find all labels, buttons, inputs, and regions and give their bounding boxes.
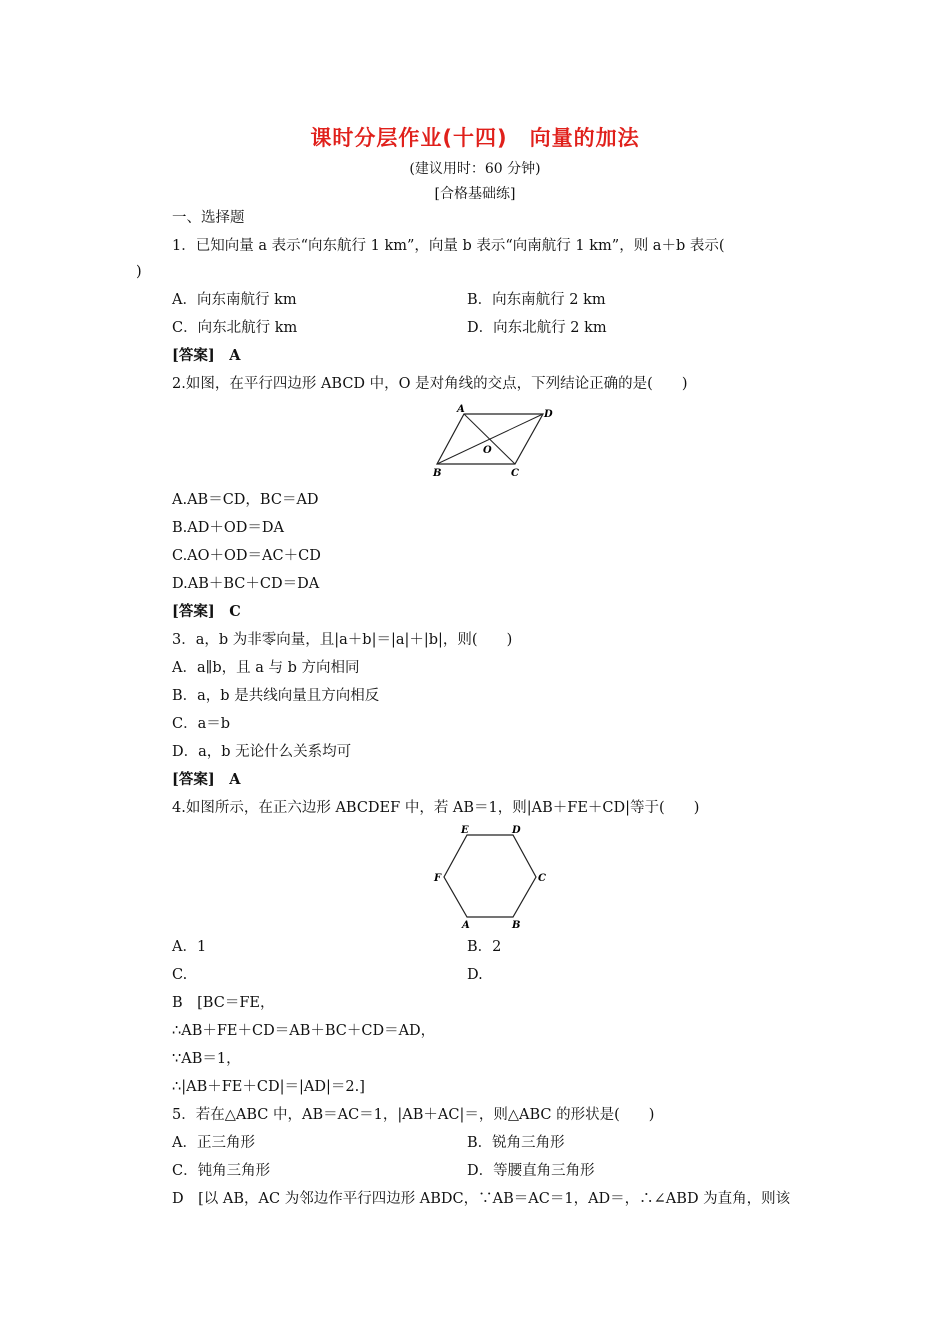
page-title: 课时分层作业(十四) 向量的加法 — [310, 126, 640, 150]
diagonal-bd — [437, 414, 543, 464]
vertex-label-c: C — [511, 468, 519, 479]
q1-answer: [答案] A — [172, 347, 241, 364]
q1-option-c: C．向东北航行 km — [172, 320, 298, 336]
hexagon-outline — [444, 835, 536, 917]
q3-stem: 3．a，b 为非零向量，且|a＋b|＝|a|＋|b|，则( ) — [172, 632, 513, 648]
q4-solution-line-4: ∴|AB＋FE＋CD|＝|AD|＝2.] — [172, 1079, 365, 1095]
section-heading: 一、选择题 — [172, 210, 245, 226]
vertex-label-d: D — [512, 825, 521, 836]
q5-option-d: D．等腰直角三角形 — [467, 1163, 595, 1179]
q3-answer: [答案] A — [172, 771, 241, 788]
q3-option-b: B．a，b 是共线向量且方向相反 — [172, 688, 380, 704]
vertex-label-d: D — [544, 409, 553, 420]
q5-option-c: C．钝角三角形 — [172, 1163, 271, 1179]
q4-option-a: A．1 — [172, 939, 207, 955]
vertex-label-b: B — [512, 920, 521, 931]
vertex-label-c: C — [538, 873, 546, 884]
q4-solution-line-3: ∵AB＝1， — [172, 1051, 241, 1067]
vertex-label-a: A — [457, 404, 465, 415]
q4-option-d: D. — [467, 967, 483, 983]
q2-option-d: D.AB＋BC＋CD＝DA — [172, 576, 320, 592]
q3-option-c: C．a＝b — [172, 716, 231, 732]
q1-stem: 1．已知向量 a 表示“向东航行 1 km”，向量 b 表示“向南航行 1 km”，则 a＋b 表示( — [172, 238, 725, 254]
vertex-label-f: F — [434, 873, 442, 884]
q2-option-b: B.AD＋OD＝DA — [172, 520, 284, 536]
q5-option-a: A．正三角形 — [172, 1135, 255, 1151]
q5-option-b: B．锐角三角形 — [467, 1135, 565, 1151]
q4-option-c: C. — [172, 967, 188, 983]
q4-stem: 4.如图所示，在正六边形 ABCDEF 中，若 AB＝1，则|AB＋FE＋CD|等于( ) — [172, 800, 700, 816]
q1-option-d: D．向东北航行 2 km — [467, 320, 607, 336]
q3-option-d: D．a，b 无论什么关系均可 — [172, 744, 352, 760]
q4-solution-line-2: ∴AB＋FE＋CD＝AB＋BC＋CD＝AD， — [172, 1023, 436, 1039]
q3-option-a: A．a∥b，且 a 与 b 方向相同 — [172, 660, 360, 676]
q5-stem: 5．若在△ABC 中，AB＝AC＝1，|AB＋AC|＝，则△ABC 的形状是( ) — [172, 1107, 655, 1123]
q2-stem: 2.如图，在平行四边形 ABCD 中，O 是对角线的交点，下列结论正确的是( ) — [172, 376, 688, 392]
q4-solution-line-1: B [BC＝FE， — [172, 995, 275, 1011]
parallelogram-figure — [425, 400, 560, 482]
q5-solution-line-1: D [以 AB，AC 为邻边作平行四边形 ABDC，∵AB＝AC＝1，AD＝，∴∠ABD 为直角，则该 — [172, 1191, 791, 1207]
vertex-label-a: A — [462, 920, 470, 931]
level-label: [合格基础练] — [434, 186, 516, 202]
time-note: (建议用时：60 分钟) — [409, 161, 541, 177]
q1-option-b: B．向东南航行 2 km — [467, 292, 606, 308]
q1-stem-end: ) — [136, 264, 142, 280]
vertex-label-o: O — [483, 445, 492, 456]
vertex-label-b: B — [433, 468, 442, 479]
hexagon-figure — [430, 822, 555, 932]
q4-option-b: B．2 — [467, 939, 502, 955]
q2-option-c: C.AO＋OD＝AC＋CD — [172, 548, 321, 564]
q2-answer: [答案] C — [172, 603, 241, 620]
q1-option-a: A．向东南航行 km — [172, 292, 297, 308]
vertex-label-e: E — [461, 825, 469, 836]
q2-option-a: A.AB＝CD，BC＝AD — [172, 492, 319, 508]
